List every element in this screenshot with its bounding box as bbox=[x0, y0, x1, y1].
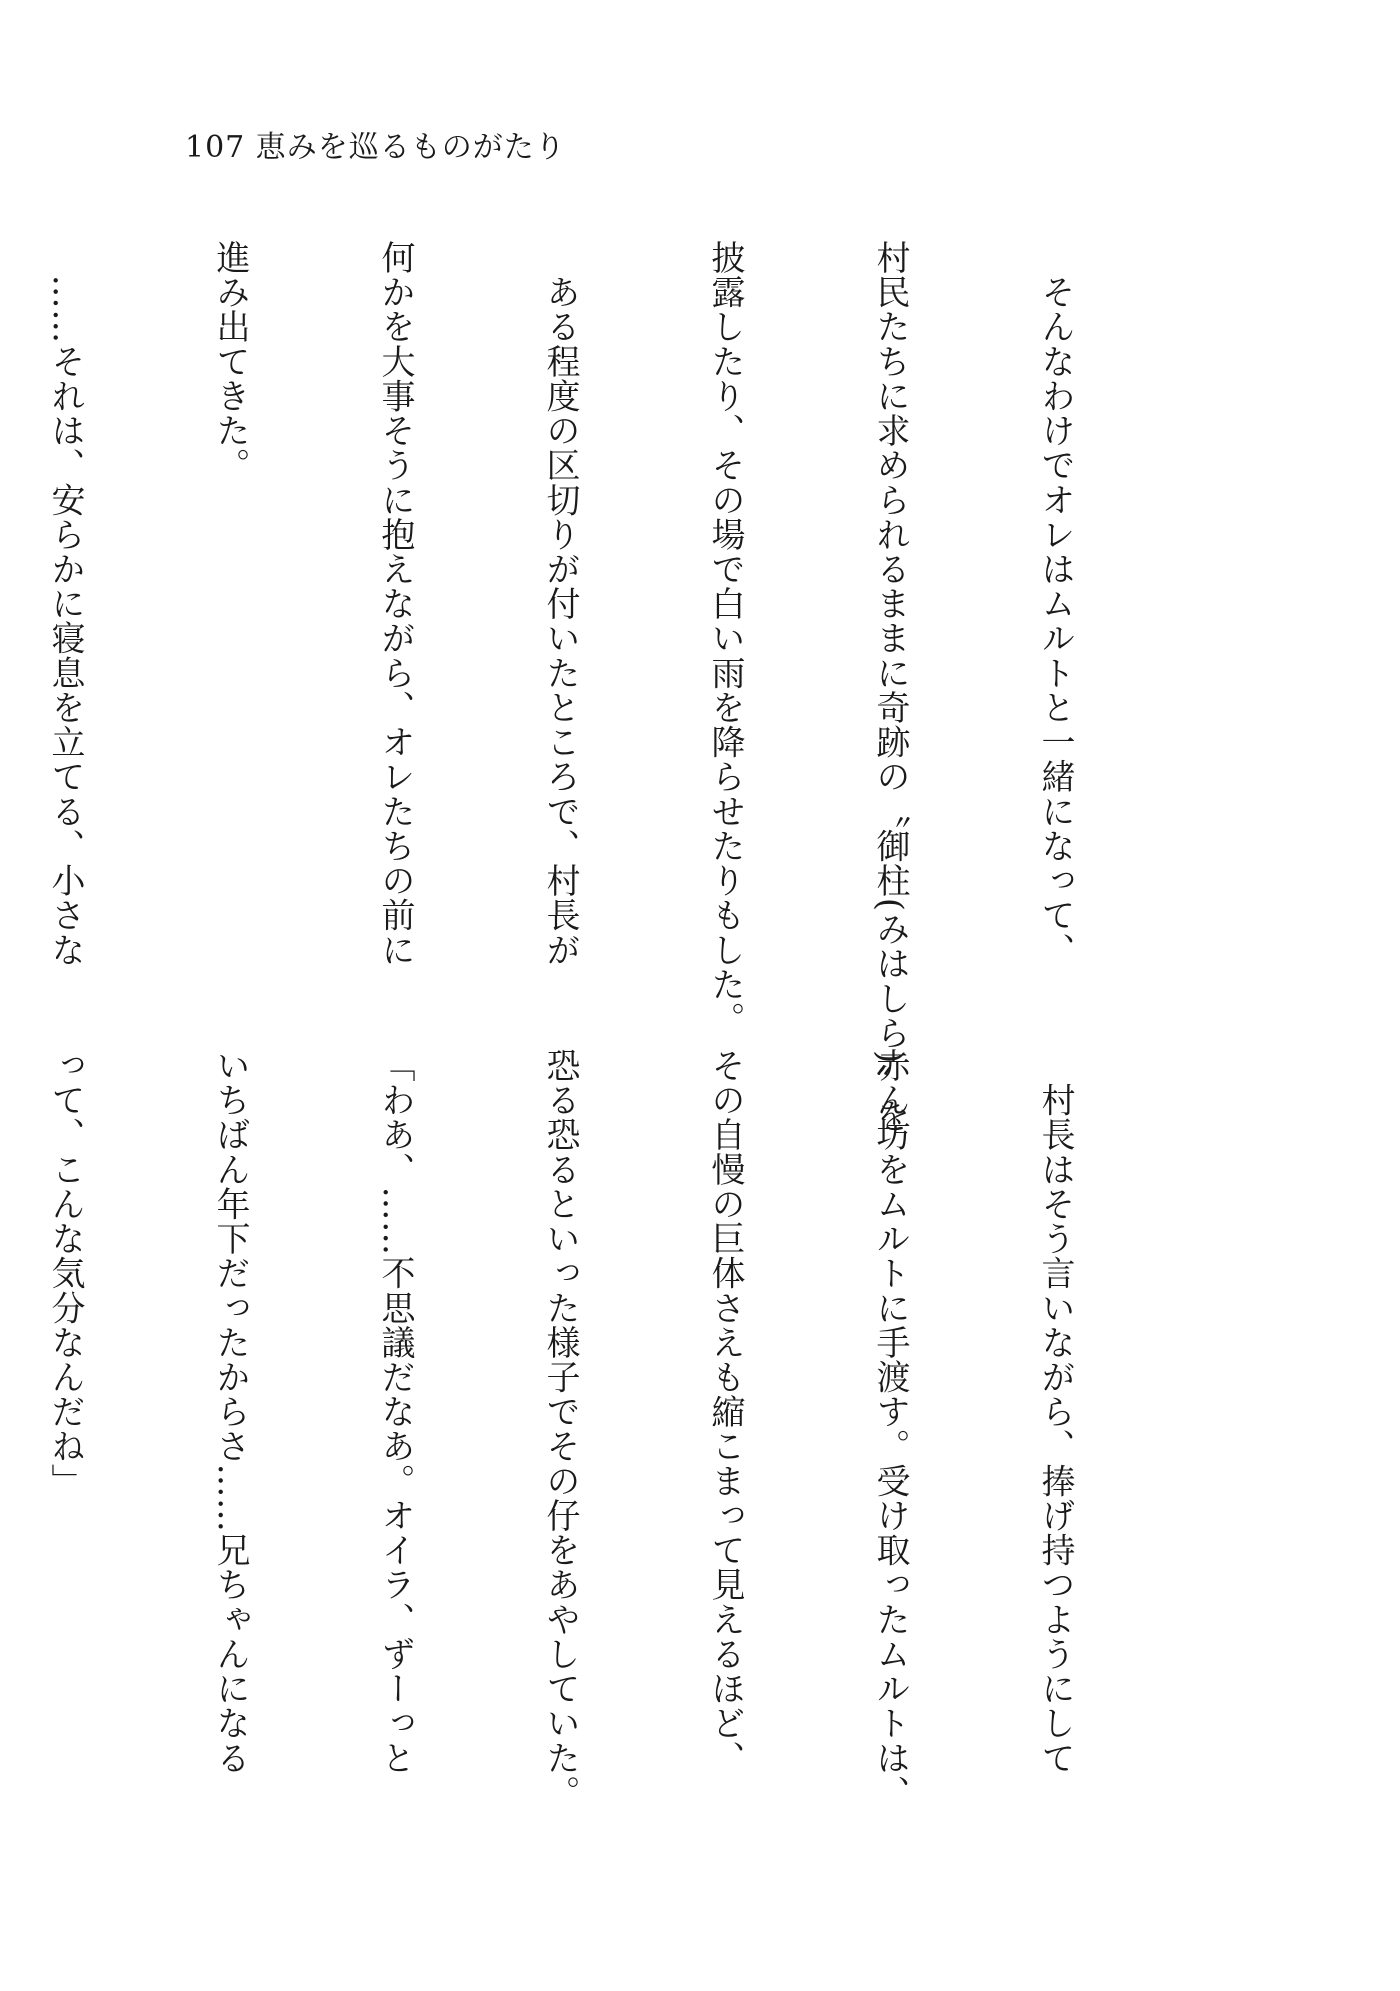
text-line: 村民たちに求められるままに奇跡の〝御柱(みはしら)〟を bbox=[870, 240, 910, 1134]
text-line: ……それは、安らかに寝息を立てる、小さな bbox=[45, 240, 85, 968]
text-line: 村長はそう言いながら、捧げ持つようにして bbox=[1035, 1048, 1075, 1776]
text-line: ある程度の区切りが付いたところで、村長が bbox=[540, 240, 580, 968]
text-line: って、こんな気分なんだね」 bbox=[45, 1048, 85, 1499]
text-line: 恐る恐るといった様子でその仔をあやしていた。 bbox=[540, 1048, 580, 1810]
text-line: 赤ん坊をムルトに手渡す。受け取ったムルトは、 bbox=[870, 1048, 910, 1810]
text-block-bottom bbox=[45, 1048, 1192, 1810]
page-title: 107 恵みを巡るものがたり bbox=[185, 130, 566, 165]
text-line: その自慢の巨体さえも縮こまって見えるほど、 bbox=[705, 1048, 745, 1776]
text-block-top bbox=[45, 240, 1192, 1134]
text-line: 進み出てきた。 bbox=[210, 240, 250, 483]
text-line: 披露したり、その場で白い雨を降らせたりもした。 bbox=[705, 240, 745, 1037]
text-line: そんなわけでオレはムルトと一緒になって、 bbox=[1035, 240, 1075, 968]
text-line: 「わあ、……不思議だなあ。オイラ、ずーっと bbox=[375, 1048, 415, 1776]
text-line: いちばん年下だったからさ……兄ちゃんになる bbox=[210, 1048, 250, 1776]
text-line: 何かを大事そうに抱えながら、オレたちの前に bbox=[375, 240, 415, 968]
